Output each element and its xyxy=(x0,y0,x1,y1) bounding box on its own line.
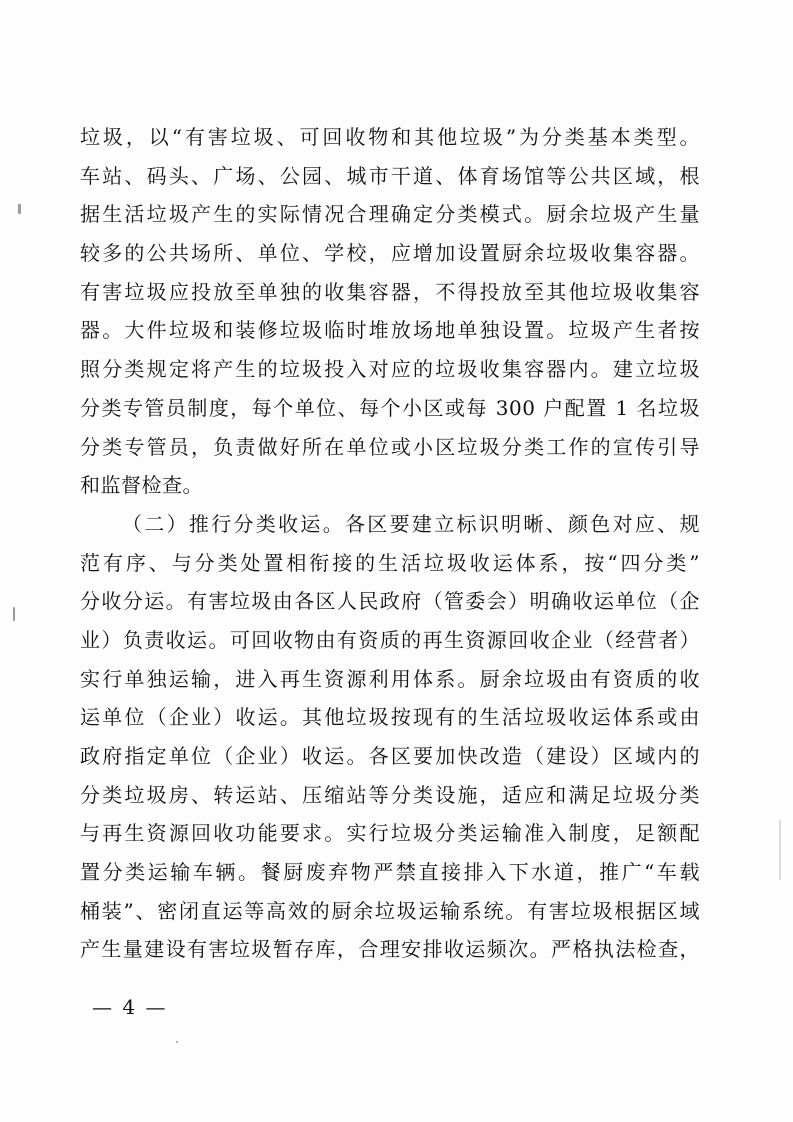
text-line: 较多的公共场所、单位、学校，应增加设置厨余垃圾收集容器。 xyxy=(80,241,700,266)
text-line: 据生活垃圾产生的实际情况合理确定分类模式。厨余垃圾产生量 xyxy=(80,202,700,227)
text-line: 范有序、与分类处置相衔接的生活垃圾收运体系，按“四分类” xyxy=(80,550,700,575)
text-line: 产生量建设有害垃圾暂存库，合理安排收运频次。严格执法检查， xyxy=(80,937,700,962)
text-line: 有害垃圾应投放至单独的收集容器，不得投放至其他垃圾收集容 xyxy=(80,279,700,304)
text-line: 分类专管员制度，每个单位、每个小区或每 300 户配置 1 名垃圾 xyxy=(80,395,700,420)
text-line: 器。大件垃圾和装修垃圾临时堆放场地单独设置。垃圾产生者按 xyxy=(80,318,700,343)
text-line: 与再生资源回收功能要求。实行垃圾分类运输准入制度，足额配 xyxy=(80,821,700,846)
text-line: 分收分运。有害垃圾由各区人民政府（管委会）明确收运单位（企 xyxy=(80,589,700,614)
scan-speck xyxy=(13,607,15,621)
text-line: 桶装”、密闭直运等高效的厨余垃圾运输系统。有害垃圾根据区域 xyxy=(80,898,700,923)
section-heading-line: （二）推行分类收运。各区要建立标识明晰、颜色对应、规 xyxy=(122,511,700,536)
scan-speck xyxy=(176,1041,178,1043)
body-text xyxy=(80,118,700,969)
text-line: 车站、码头、广场、公园、城市干道、体育场馆等公共区域，根 xyxy=(80,163,700,188)
text-line: 置分类运输车辆。餐厨废弃物严禁直接排入下水道，推广“车载 xyxy=(80,860,700,885)
text-line: 实行单独运输，进入再生资源利用体系。厨余垃圾由有资质的收 xyxy=(80,666,700,691)
text-line: 政府指定单位（企业）收运。各区要加快改造（建设）区域内的 xyxy=(80,744,700,768)
text-line: 照分类规定将产生的垃圾投入对应的垃圾收集容器内。建立垃圾 xyxy=(80,357,700,382)
text-line: 业）负责收运。可回收物由有资质的再生资源回收企业（经营者） xyxy=(80,627,700,652)
text-line: 运单位（企业）收运。其他垃圾按现有的生活垃圾收运体系或由 xyxy=(80,705,700,730)
scan-speck xyxy=(18,204,21,214)
scan-speck xyxy=(779,820,781,880)
text-line: 分类垃圾房、转运站、压缩站等分类设施，适应和满足垃圾分类 xyxy=(80,782,700,807)
text-line: 分类专管员，负责做好所在单位或小区垃圾分类工作的宣传引导 xyxy=(80,434,700,459)
text-line: 和监督检查。 xyxy=(80,473,203,498)
page-number: — 4 — xyxy=(92,995,168,1019)
text-line: 垃圾，以“有害垃圾、可回收物和其他垃圾”为分类基本类型。 xyxy=(80,125,700,149)
